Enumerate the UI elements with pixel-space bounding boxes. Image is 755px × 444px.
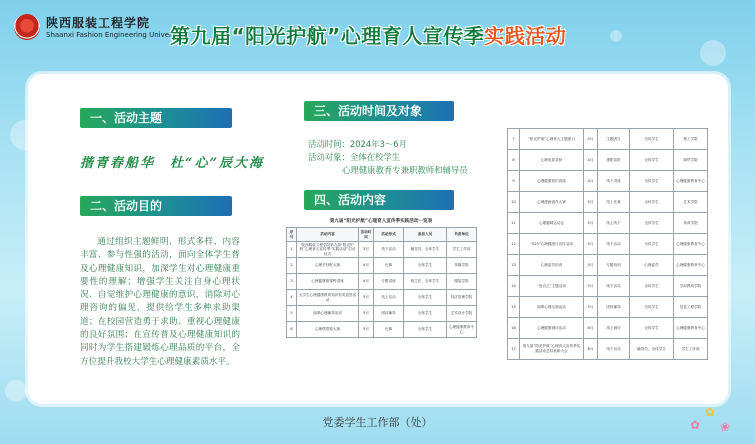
- school-logo-icon: [14, 14, 40, 40]
- table-cell: 11: [508, 213, 520, 234]
- school-name-cn: 陕西服装工程学院: [46, 16, 151, 30]
- table-cell: 线下活动: [598, 234, 630, 255]
- table-cell: 服装学院: [447, 274, 477, 290]
- section-schedule-heading: 三、活动时间及对象: [304, 101, 454, 121]
- table-cell: 5月: [584, 213, 598, 234]
- table-header-cell: 序号: [287, 228, 297, 242]
- table-cell: 5月: [359, 290, 374, 306]
- table-cell: 心理健康知识讲座: [520, 171, 584, 192]
- theme-slogan: 揩青春船华 杜“心”辰大海: [80, 156, 264, 171]
- table-cell: 班主任、全体学生: [404, 274, 447, 290]
- table-header-cell: 活动内容: [297, 228, 359, 242]
- table-header-cell: 活动时间: [359, 228, 374, 242]
- table-row: [508, 234, 708, 255]
- table-cell: 线下活动: [598, 339, 630, 360]
- table-cell: 5月: [584, 234, 598, 255]
- table-cell: 专题培训: [598, 255, 630, 276]
- table-cell: 1: [287, 242, 297, 258]
- table-cell: 理工学院: [674, 129, 708, 150]
- table-cell: 全体学生: [630, 192, 674, 213]
- table-cell: “525”心理健康日宣传活动: [520, 234, 584, 255]
- table-row: [287, 242, 477, 258]
- table-cell: 心理委员: [630, 255, 674, 276]
- table-cell: 全体学生: [404, 306, 447, 322]
- section-content-heading: 四、活动内容: [304, 190, 454, 210]
- table-cell: 13: [508, 255, 520, 276]
- flower-decor-icon: ❀: [720, 420, 731, 434]
- table-cell: 团体辅导: [374, 306, 404, 322]
- table-cell: 心理健康教育中心: [674, 255, 708, 276]
- table-cell: 传媒学院: [447, 258, 477, 274]
- table-cell: 5月: [584, 255, 598, 276]
- table-row: [508, 213, 708, 234]
- schedule-time: 活动时间：2024年3～6月: [308, 139, 407, 149]
- table-cell: 14: [508, 276, 520, 297]
- schedule-target: 活动对象：全体在校学生: [308, 152, 401, 162]
- table-cell: 心理漫画创作大赛: [520, 192, 584, 213]
- table-cell: 全体学生: [404, 322, 447, 338]
- table-cell: 12: [508, 234, 520, 255]
- table-cell: 4月: [584, 150, 598, 171]
- table-cell: 4月: [584, 171, 598, 192]
- table-row: [508, 297, 708, 318]
- table-cell: 6: [287, 322, 297, 338]
- table-cell: 线上比赛: [598, 192, 630, 213]
- table-cell: 心理情景剧大赛: [297, 322, 359, 338]
- table-cell: 主题团日: [598, 129, 630, 150]
- table-row: [508, 129, 708, 150]
- decor-bubble: [700, 40, 726, 66]
- table-cell: 5月: [359, 306, 374, 322]
- decor-bubble: [5, 380, 27, 402]
- table-row: [287, 290, 477, 306]
- table-cell: 5: [287, 306, 297, 322]
- table-cell: 心理趣味运动会: [520, 213, 584, 234]
- table-cell: 15: [508, 297, 520, 318]
- table-cell: 艺术学院: [674, 192, 708, 213]
- table-row: [508, 339, 708, 360]
- schedule-info: [308, 138, 468, 177]
- footer-organizer: 党委学生工作部（处）: [322, 416, 433, 429]
- table-cell: 3月: [359, 242, 374, 258]
- section-purpose-heading: 二、活动目的: [80, 196, 232, 216]
- table-cell: 5月: [584, 192, 598, 213]
- table-row: [508, 192, 708, 213]
- table-cell: 比赛: [374, 258, 404, 274]
- table-cell: 专题讲座: [374, 274, 404, 290]
- table-row: [287, 258, 477, 274]
- table-header-cell: 活动形式: [374, 228, 404, 242]
- table-cell: 全体学生: [630, 150, 674, 171]
- table-cell: 朋辈心理辅导活动: [297, 306, 359, 322]
- activity-table-1: [286, 227, 477, 338]
- table-row: [287, 322, 477, 338]
- table-row: [287, 274, 477, 290]
- table-cell: 学前教育学院: [674, 276, 708, 297]
- table-cell: 体育学院: [674, 213, 708, 234]
- table-cell: 辅导员、全体学生: [630, 339, 674, 360]
- table-cell: 心理健康教育中心: [674, 234, 708, 255]
- table-cell: 线下活动: [374, 242, 404, 258]
- table-cell: 团体辅导: [598, 297, 630, 318]
- activity-table-title: 第九届“阳光护航”心理育人宣传季实践活动一览表: [329, 219, 433, 224]
- table-row: [508, 150, 708, 171]
- table-cell: 心理健康教育中心: [674, 318, 708, 339]
- flower-decor-icon: ✿: [705, 405, 716, 419]
- activity-table-2: [507, 128, 708, 360]
- table-cell: 8: [508, 150, 520, 171]
- table-row: [508, 255, 708, 276]
- table-cell: 第九届“阳光护航”心理育人宣传季实践活动总结表彰大会: [520, 339, 584, 360]
- table-cell: 陕西服装工程学院第九届“阳光护航”心理育人宣传季“实践活动”启动仪式: [297, 242, 359, 258]
- table-cell: 5月: [584, 276, 598, 297]
- table-cell: 学生工作部: [447, 242, 477, 258]
- table-header-cell: 负责单位: [447, 228, 477, 242]
- table-cell: 5月: [584, 297, 598, 318]
- table-cell: 全体学生: [630, 213, 674, 234]
- table-cell: 心理健康测评活动: [520, 318, 584, 339]
- table-cell: 经济管理学院: [447, 290, 477, 306]
- table-cell: 全体学生: [630, 276, 674, 297]
- table-cell: “爱自己”主题活动: [520, 276, 584, 297]
- table-cell: 4月: [359, 258, 374, 274]
- flower-decor-icon: ✿: [690, 418, 701, 432]
- table-cell: 全体学生: [630, 297, 674, 318]
- table-cell: 心理手抄报大赛: [297, 258, 359, 274]
- table-cell: 心理委员培训: [520, 255, 584, 276]
- schedule-target-extra: 心理健康教育专兼职教师和辅导员: [342, 165, 468, 175]
- table-cell: 比赛: [374, 322, 404, 338]
- page-title-main: 第九届“阳光护航”心理育人宣传季: [170, 24, 485, 48]
- table-cell: 全体学生: [404, 258, 447, 274]
- table-cell: 17: [508, 339, 520, 360]
- table-row: [508, 276, 708, 297]
- table-cell: “阳光护航”心理育人主题团日: [520, 129, 584, 150]
- table-cell: 10: [508, 192, 520, 213]
- table-cell: 信息工程学院: [674, 297, 708, 318]
- table-row: [287, 306, 477, 322]
- table-cell: 全体学生: [630, 234, 674, 255]
- table-cell: 商贸学院: [674, 150, 708, 171]
- table-cell: 线下活动: [598, 276, 630, 297]
- table-cell: 大学生心理健康教育知识有奖竞答活动: [297, 290, 359, 306]
- table-cell: 4月: [359, 274, 374, 290]
- table-cell: 辅导员、全体学生: [404, 242, 447, 258]
- table-cell: 线上线下: [598, 213, 630, 234]
- table-header-row: [287, 228, 477, 242]
- purpose-text: 通过组织主题鲜明、形式多样、内容丰富、参与性强的活动，面向全体学生普及心理健康知识，加深学生对心理健康重要性的理解；增强学生关注自身心理状况、自觉维护心理健康的意识，消除对心理咨询的偏见，提供给学生多种求助渠道；在校园营造勇于求助、重视心理健康的良好氛围；在宣传普及心理健康知识的同时为学生搭建锻炼心理品质的平台，全方位提升我校大学生心理健康素质水平。: [80, 237, 240, 367]
- table-cell: 观影赏析: [598, 150, 630, 171]
- school-name-en: Shaanxi Fashion Engineering University: [46, 31, 185, 39]
- table-cell: 全体学生: [630, 171, 674, 192]
- table-cell: 6月: [584, 339, 598, 360]
- decor-bubble: [610, 30, 622, 42]
- table-cell: 2: [287, 258, 297, 274]
- table-cell: 6月: [584, 318, 598, 339]
- table-cell: 9: [508, 171, 520, 192]
- table-cell: 5月: [359, 322, 374, 338]
- table-cell: 学生工作部: [674, 339, 708, 360]
- table-cell: 心理健康微课程讲座: [297, 274, 359, 290]
- table-cell: 4月: [584, 129, 598, 150]
- table-cell: 心理电影赏析: [520, 150, 584, 171]
- table-cell: 全体学生: [630, 318, 674, 339]
- table-cell: 7: [508, 129, 520, 150]
- table-cell: 线上活动: [374, 290, 404, 306]
- table-cell: 3: [287, 274, 297, 290]
- table-cell: 线下讲座: [598, 171, 630, 192]
- section-theme-heading: 一、活动主题: [80, 108, 232, 128]
- table-cell: 线上测评: [598, 318, 630, 339]
- table-row: [508, 171, 708, 192]
- table-row: [508, 318, 708, 339]
- table-cell: 全体学生: [404, 290, 447, 306]
- table-cell: 全体学生: [630, 129, 674, 150]
- table-cell: 艺术设计学院: [447, 306, 477, 322]
- table-cell: 心理健康教育中心: [674, 171, 708, 192]
- table-cell: 朋辈心理互助活动: [520, 297, 584, 318]
- table-cell: 4: [287, 290, 297, 306]
- table-header-cell: 参加人员: [404, 228, 447, 242]
- page-title-highlight: 实践活动: [484, 24, 567, 48]
- page-title: [170, 20, 566, 49]
- table-cell: 16: [508, 318, 520, 339]
- table-cell: 心理健康教育中心: [447, 322, 477, 338]
